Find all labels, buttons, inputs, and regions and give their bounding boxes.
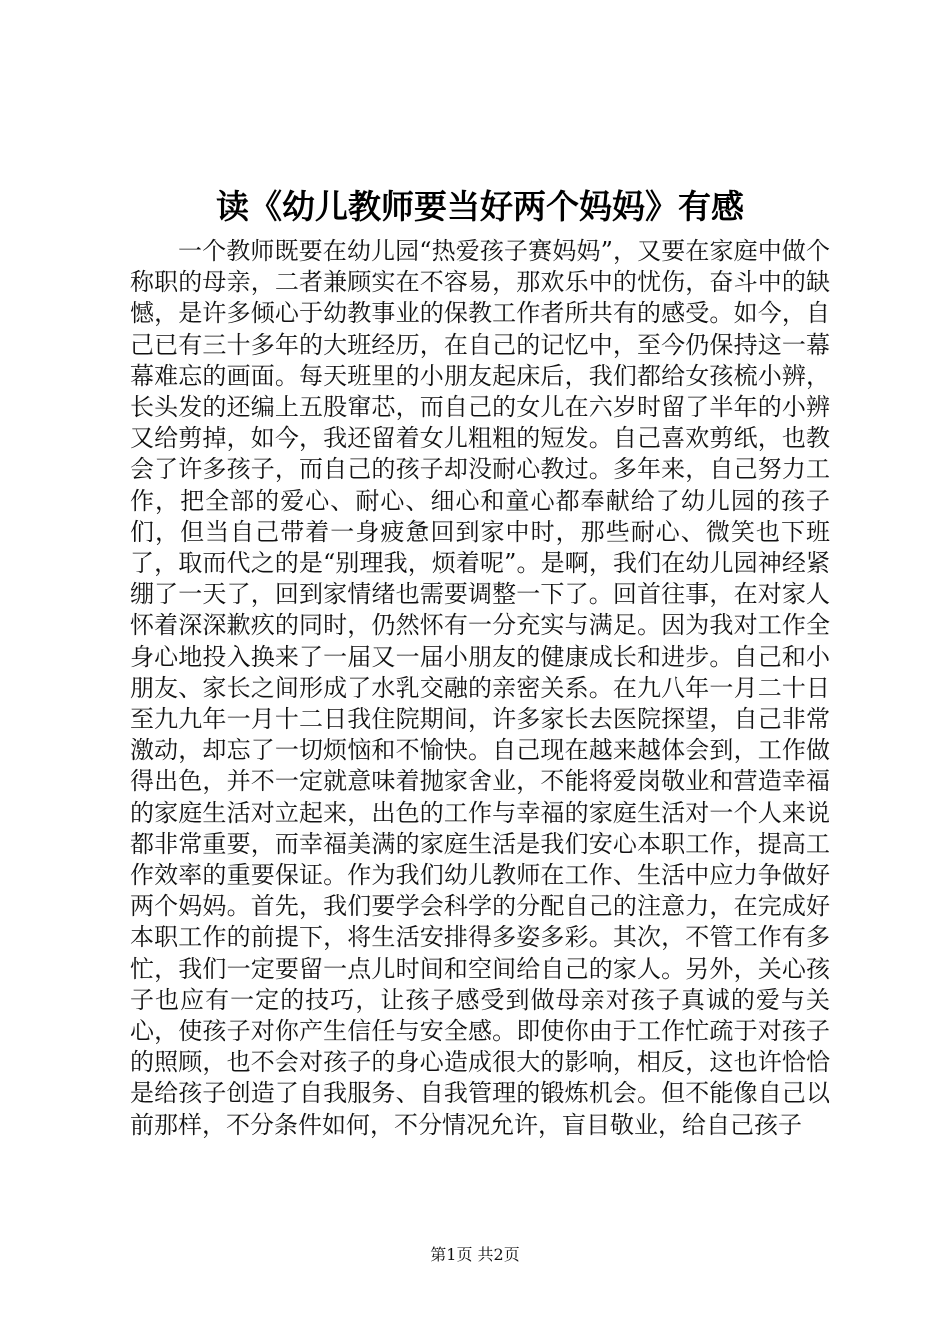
document-title: 读《幼儿教师要当好两个妈妈》有感 bbox=[216, 187, 744, 226]
body-paragraph: 一个教师既要在幼儿园“热爱孩子赛妈妈”，又要在家庭中做个称职的母亲，二者兼顾实在不容易，那欢乐中的忧伤，奋斗中的缺憾，是许多倾心于幼教事业的保教工作者所共有的感受。如今，自己已有三十多年的大班经历，在自己的记忆中，至今仍保持这一幕幕难忘的画面。每天班里的小朋友起床后，我们都给女孩梳小辨，长头发的还编上五股窜芯，而自己的女儿在六岁时留了半年的小辨又给剪掉，如今，我还留着女儿粗粗的短发。自己喜欢剪纸，也教会了许多孩子，而自己的孩子却没耐心教过。多年来，自己努力工作，把全部的爱心、耐心、细心和童心都奉献给了幼儿园的孩子们，但当自己带着一身疲惫回到家中时，那些耐心、微笑也下班了，取而代之的是“别理我，烦着呢”。是啊，我们在幼儿园神经紧绷了一天了，回到家情绪也需要调整一下了。回首往事，在对家人怀着深深歉疚的同时，仍然怀有一分充实与满足。因为我对工作全身心地投入换来了一届又一届小朋友的健康成长和进步。自己和小朋友、家长之间形成了水乳交融的亲密关系。在九八年一月二十日至九九年一月十二日我住院期间，许多家长去医院探望，自己非常激动，却忘了一切烦恼和不愉快。自己现在越来越体会到，工作做得出色，并不一定就意味着抛家舍业，不能将爱岗敬业和营造幸福的家庭生活对立起来，出色的工作与幸福的家庭生活对一个人来说都非常重要，而幸福美满的家庭生活是我们安心本职工作，提高工作效率的重要保证。作为我们幼儿教师在工作、生活中应力争做好两个妈妈。首先，我们要学会科学的分配自己的注意力，在完成好本职工作的前提下，将生活安排得多姿多彩。其次，不管工作有多忙，我们一定要留一点儿时间和空间给自己的家人。另外，关心孩子也应有一定的技巧，让孩子感受到做母亲对孩子真诚的爱与关心，使孩子对你产生信任与安全感。即使你由于工作忙疏于对孩子的照顾，也不会对孩子的身心造成很大的影响，相反，这也许恰恰是给孩子创造了自我服务、自我管理的锻炼机会。但不能像自己以前那样，不分条件如何，不分情况允许，盲目敬业，给自己孩子 bbox=[130, 237, 830, 1139]
page-footer: 第1页 共2页 bbox=[430, 1245, 520, 1264]
